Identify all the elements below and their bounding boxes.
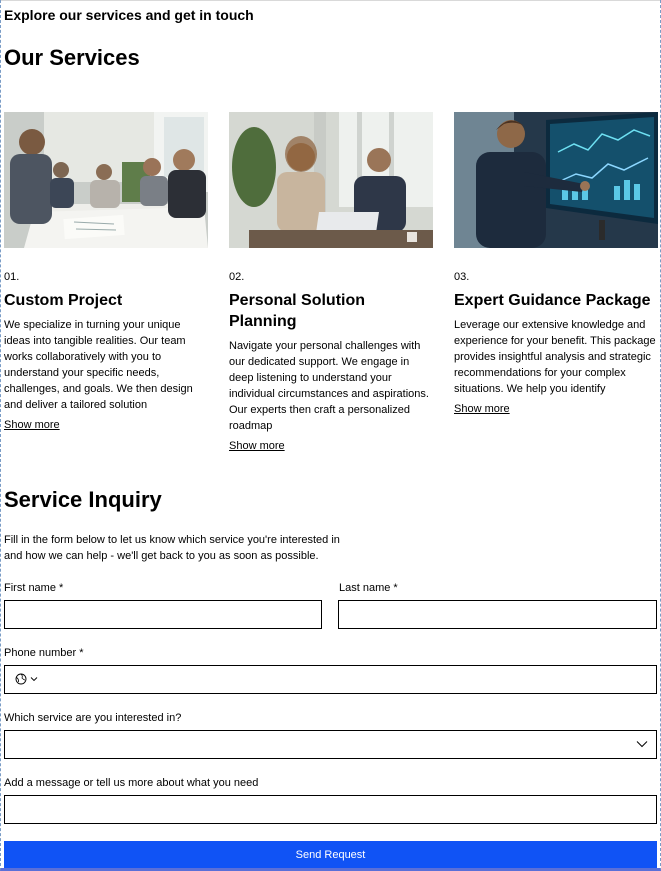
first-name-label: First name * [4, 582, 64, 594]
service-image-consultation [229, 112, 433, 248]
last-name-label: Last name * [339, 582, 398, 594]
service-number: 01. [4, 271, 20, 283]
first-name-field[interactable] [4, 600, 322, 629]
service-select-field[interactable] [4, 730, 657, 759]
send-request-button[interactable]: Send Request [4, 841, 657, 868]
phone-label: Phone number * [4, 647, 84, 659]
service-title: Expert Guidance Package [454, 292, 651, 309]
last-name-input[interactable] [339, 601, 656, 628]
service-card-personal-solution [229, 112, 433, 454]
service-card-custom-project [4, 112, 208, 433]
service-title: Custom Project [4, 292, 123, 309]
service-select[interactable] [5, 731, 656, 758]
page-tagline: Explore our services and get in touch [4, 7, 254, 23]
chevron-down-icon [636, 738, 648, 750]
services-heading: Our Services [4, 45, 140, 70]
service-number: 03. [454, 271, 470, 283]
inquiry-heading: Service Inquiry [4, 487, 162, 512]
message-label: Add a message or tell us more about what you need [4, 777, 259, 789]
show-more-link[interactable]: Show more [454, 403, 510, 415]
top-divider [1, 0, 660, 1]
inquiry-description: Fill in the form below to let us know which service you're interested in and how we can help - we'll get back to you as soon as possible. [4, 534, 340, 562]
service-description: We specialize in turning your unique ideas into tangible realities. Our team works collaboratively with you to understand your specific needs, challenges, and goals. We then design and deliver a tailored solution [4, 319, 193, 411]
message-input[interactable] [5, 796, 656, 823]
service-image-analytics-dashboard [454, 112, 658, 248]
service-number: 02. [229, 271, 245, 283]
globe-icon [15, 673, 27, 685]
show-more-link[interactable]: Show more [4, 419, 60, 431]
service-card-expert-guidance [454, 112, 658, 417]
phone-input[interactable] [5, 666, 656, 693]
phone-field[interactable] [4, 665, 657, 694]
chevron-down-icon [30, 676, 38, 682]
service-image-team-planning [4, 112, 208, 248]
last-name-field[interactable] [338, 600, 657, 629]
service-select-label: Which service are you interested in? [4, 712, 182, 724]
service-description: Navigate your personal challenges with our dedicated support. We engage in deep listening to understand your individual circumstances and aspirations. Our experts then craft a personalized roadmap [229, 340, 429, 432]
service-title: Personal Solution Planning [229, 292, 366, 330]
first-name-input[interactable] [5, 601, 321, 628]
show-more-link[interactable]: Show more [229, 440, 285, 452]
message-field[interactable] [4, 795, 657, 824]
country-code-selector[interactable] [15, 673, 38, 685]
service-description: Leverage our extensive knowledge and experience for your benefit. This package provides insightful analysis and strategic recommendations for your complex situations. We help you identify [454, 319, 656, 395]
